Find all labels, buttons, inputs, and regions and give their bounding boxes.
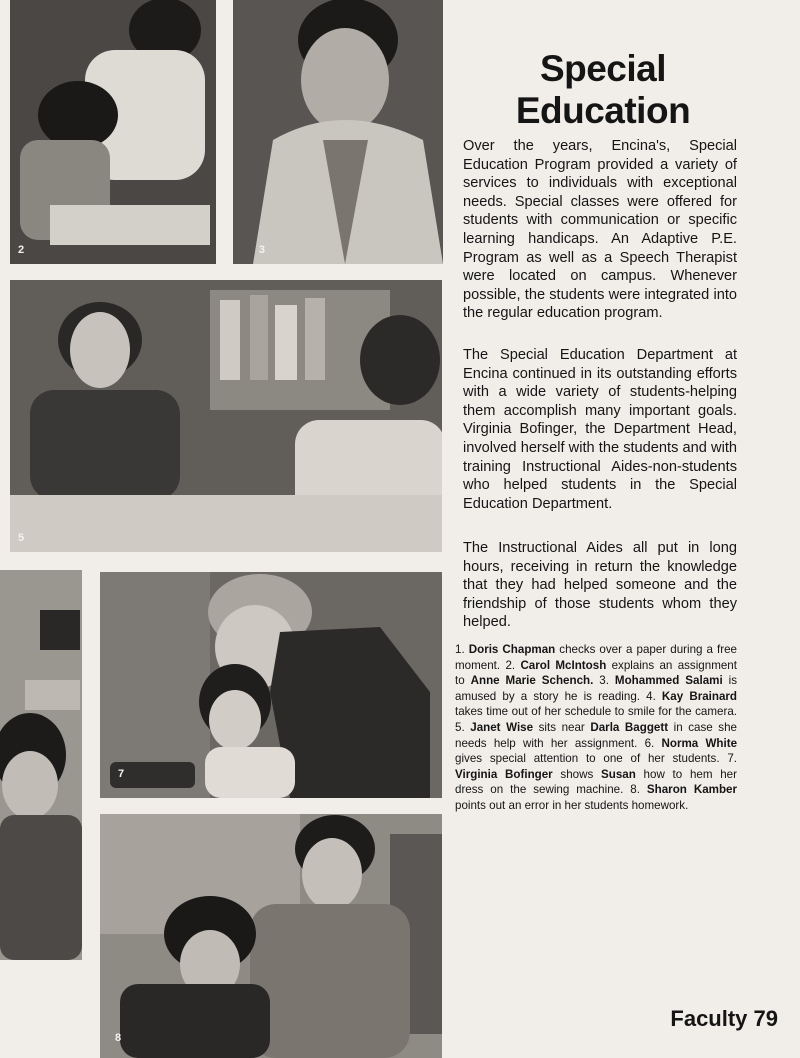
body-paragraph-2: The Special Education Department at Encina continued in its outstanding efforts with a wide variety of students-helping them accomplish many important goals. Virginia Bofinger, the Department Head, involved herself with the students and with training Instructional Aides-non-students who helped students in the Special Education Department. bbox=[463, 347, 737, 512]
photo-number-5: 5 bbox=[18, 532, 25, 544]
caption-text: gives special attention to one of her students. bbox=[455, 752, 720, 766]
title-line-2: Education bbox=[515, 90, 691, 131]
caption-number: 6. bbox=[644, 736, 662, 750]
caption-name: Anne Marie Schench. bbox=[470, 674, 594, 688]
photo-number-8: 8 bbox=[115, 1032, 122, 1044]
caption-number: 1. bbox=[455, 643, 469, 656]
photo-number-7: 7 bbox=[118, 768, 125, 780]
body-paragraph-1: Over the years, Encina's, Special Education Program provided a variety of services to individuals with exceptional needs. Special classes were offered for students with communication or specific learning handicaps. An Adaptive P.E. Program as well as a Speech Therapist were located on campus. Whenever possible, the students were integrated into the regular education program. bbox=[463, 138, 737, 322]
caption-text: shows bbox=[552, 767, 602, 781]
caption-text: explains an assignment to bbox=[455, 658, 737, 688]
photo-2-figures bbox=[10, 0, 216, 264]
caption-name: Virginia Bofinger bbox=[455, 767, 553, 781]
photo-8-figures bbox=[100, 814, 442, 1058]
photo-number-3: 3 bbox=[258, 244, 265, 256]
photo-2 bbox=[10, 0, 216, 264]
caption-number: 3. bbox=[599, 674, 615, 688]
photo-7-figures bbox=[100, 572, 442, 798]
caption-text: sits near bbox=[533, 720, 591, 734]
caption-name: Mohammed Salami bbox=[614, 674, 723, 688]
caption-text: takes time out of her schedule to smile for the camera. bbox=[455, 705, 737, 719]
caption-name: Susan bbox=[601, 767, 636, 781]
caption-name: Kay Brainard bbox=[661, 689, 737, 703]
caption-name: Norma White bbox=[661, 736, 738, 750]
body-paragraph-3: The Instructional Aides all put in long hours, receiving in return the knowledge that they had helped someone and the friendship of those students whom they helped. bbox=[463, 540, 737, 631]
photo-left-strip bbox=[0, 570, 82, 960]
caption-name: Carol McIntosh bbox=[520, 658, 607, 672]
title-line-1: Special bbox=[539, 48, 667, 89]
photo-3-figure bbox=[233, 0, 443, 264]
photo-left-strip-figure bbox=[0, 570, 82, 960]
caption-text: points out an error in her students homework. bbox=[455, 798, 689, 812]
caption-text: how to hem her dress on the sewing machine. bbox=[455, 767, 737, 797]
photo-5-figures bbox=[10, 280, 442, 552]
caption-number: 4. bbox=[646, 689, 662, 703]
photo-captions bbox=[455, 642, 737, 814]
page-footer: Faculty 79 bbox=[670, 1006, 778, 1031]
caption-number: 7. bbox=[727, 752, 737, 766]
caption-name: Darla Baggett bbox=[590, 720, 669, 734]
photo-3 bbox=[233, 0, 443, 264]
caption-name: Janet Wise bbox=[470, 720, 534, 734]
caption-text: checks over a paper during a free moment. bbox=[455, 643, 737, 672]
photo-7 bbox=[100, 572, 442, 798]
caption-name: Doris Chapman bbox=[468, 643, 556, 656]
caption-text: is amused by a story he is reading. bbox=[455, 674, 737, 703]
caption-text: in case she needs help with her assignment. bbox=[455, 720, 737, 750]
caption-number: 5. bbox=[455, 720, 471, 734]
caption-number: 2. bbox=[505, 658, 521, 672]
caption-name: Sharon Kamber bbox=[646, 783, 737, 797]
photo-number-2: 2 bbox=[18, 244, 25, 256]
page-title bbox=[458, 48, 748, 132]
photo-8 bbox=[100, 814, 442, 1058]
caption-number: 8. bbox=[630, 783, 647, 797]
photo-5 bbox=[10, 280, 442, 552]
